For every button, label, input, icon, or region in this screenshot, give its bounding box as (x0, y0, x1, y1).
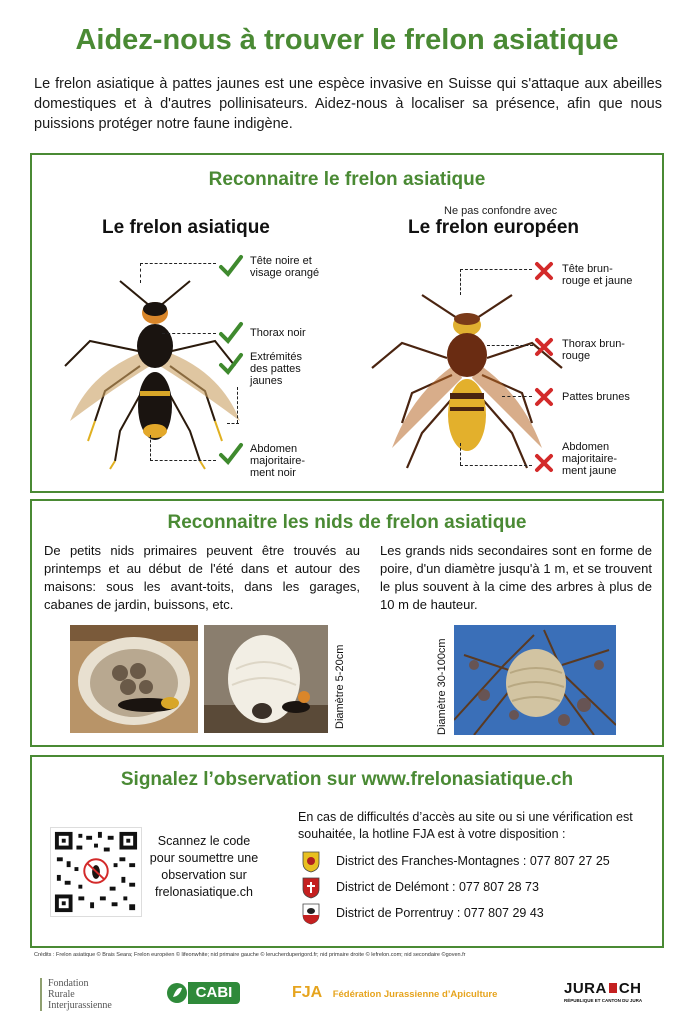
fri-logo-text: Interjurassienne (48, 1000, 112, 1011)
check-icon (218, 351, 244, 377)
primary-nest-size: Diamètre 5-20cm (334, 644, 346, 729)
fri-logo-text: Rurale (48, 989, 75, 1000)
hotline-text: En cas de difficultés d’accès au site ou si une vérification est souhaitée, la hotline FJA est à votre disposition : (298, 810, 633, 841)
european-feature-legs: Pattes brunes (562, 391, 630, 403)
check-icon (218, 441, 244, 467)
jura-flag-icon (609, 983, 617, 993)
scan-instruction: Scannez le code pour soumettre une observation sur frelonasiatique.ch (149, 834, 259, 899)
cross-icon (534, 453, 554, 473)
cross-icon (534, 261, 554, 281)
report-panel (30, 755, 664, 948)
intro-text: Le frelon asiatique à pattes jaunes est une espèce invasive en Suisse qui s'attaque aux abeilles domestiques et à d'autres pollinisateurs. Aidez-nous à localiser sa présence, afin que nous puissions protéger notre faune indigène. (34, 76, 662, 132)
check-icon (218, 320, 244, 346)
district-label: District de Delémont : 077 807 28 73 (336, 880, 539, 894)
cabi-text: CABI (188, 982, 240, 1004)
fja-logo (292, 984, 522, 1002)
recognize-hornet-panel (30, 153, 664, 493)
primary-nest-photo-right (204, 625, 328, 733)
qr-code[interactable] (50, 827, 142, 917)
asian-feature-head: Tête noire et visage orangé (250, 255, 320, 279)
jura-subtitle: RÉPUBLIQUE ET CANTON DU JURA (564, 998, 643, 1003)
primary-nest-text: De petits nids primaires peuvent être trouvés au printemps et au début de l'été dans et autour des maisons: sous les avant-toits, dans les garages, cabanes de jardin, buissons, etc. (44, 543, 360, 612)
photo-credits: Crédits : Frelon asiatique © Brais Seara; Frelon européen © lifeonwhite; nid primaire gauche © lerucherduperigord.fr; nid primaire droite © lefrelon.com; nid secondaire ©goven.fr (34, 952, 466, 958)
cross-icon (534, 337, 554, 357)
district-label: District de Porrentruy : 077 807 29 43 (336, 906, 544, 920)
report-title: Signalez l’observation sur www.frelonasiatique.ch (120, 769, 574, 790)
asian-hornet-heading: Le frelon asiatique (102, 217, 270, 238)
european-feature-head: Tête brun- rouge et jaune (562, 263, 633, 287)
european-hornet-heading: Le frelon européen (408, 217, 580, 238)
cabi-leaf-icon (166, 982, 188, 1004)
jura-text: JURA (564, 980, 607, 997)
check-icon (218, 253, 244, 279)
secondary-nest-photo (454, 625, 616, 735)
cross-icon (534, 387, 554, 407)
jura-logo (564, 980, 664, 1003)
jura-ch-text: CH (618, 980, 642, 997)
recognize-nests-panel (30, 499, 664, 747)
district-label: District des Franches-Montagnes : 077 807 27 25 (336, 854, 610, 868)
page-title: Aidez-nous à trouver le frelon asiatique (75, 24, 619, 56)
secondary-nest-text: Les grands nids secondaires sont en forme de poire, d'un diamètre jusqu'à 1 m, et se trouvent le plus souvent à la cime des arbres à plus de 10 m de hauteur. (380, 543, 652, 612)
fri-logo-text: Fondation (48, 978, 89, 989)
fri-logo (40, 978, 136, 1011)
primary-nest-photo-left (70, 625, 198, 733)
asian-feature-legs: Extrémités des pattes jaunes (250, 351, 302, 387)
fja-short-text: FJA (292, 984, 323, 1001)
secondary-nest-size: Diamètre 30-100cm (436, 638, 448, 735)
franches-montagnes-shield-icon (302, 851, 320, 873)
cabi-logo (166, 982, 242, 1004)
european-feature-thorax: Thorax brun- rouge (562, 338, 625, 362)
recognize-nests-title: Reconnaitre les nids de frelon asiatique (167, 512, 527, 533)
european-pre-heading: Ne pas confondre avec (444, 205, 558, 217)
asian-feature-abdomen: Abdomen majoritaire- ment noir (250, 443, 306, 479)
asian-feature-thorax: Thorax noir (250, 327, 306, 339)
delemont-shield-icon (302, 877, 320, 899)
fja-full-text: Fédération Jurassienne d’Apiculture (332, 989, 498, 1000)
porrentruy-shield-icon (302, 903, 320, 925)
recognize-hornet-title: Reconnaitre le frelon asiatique (208, 169, 486, 190)
european-feature-abdomen: Abdomen majoritaire- ment jaune (562, 441, 618, 477)
